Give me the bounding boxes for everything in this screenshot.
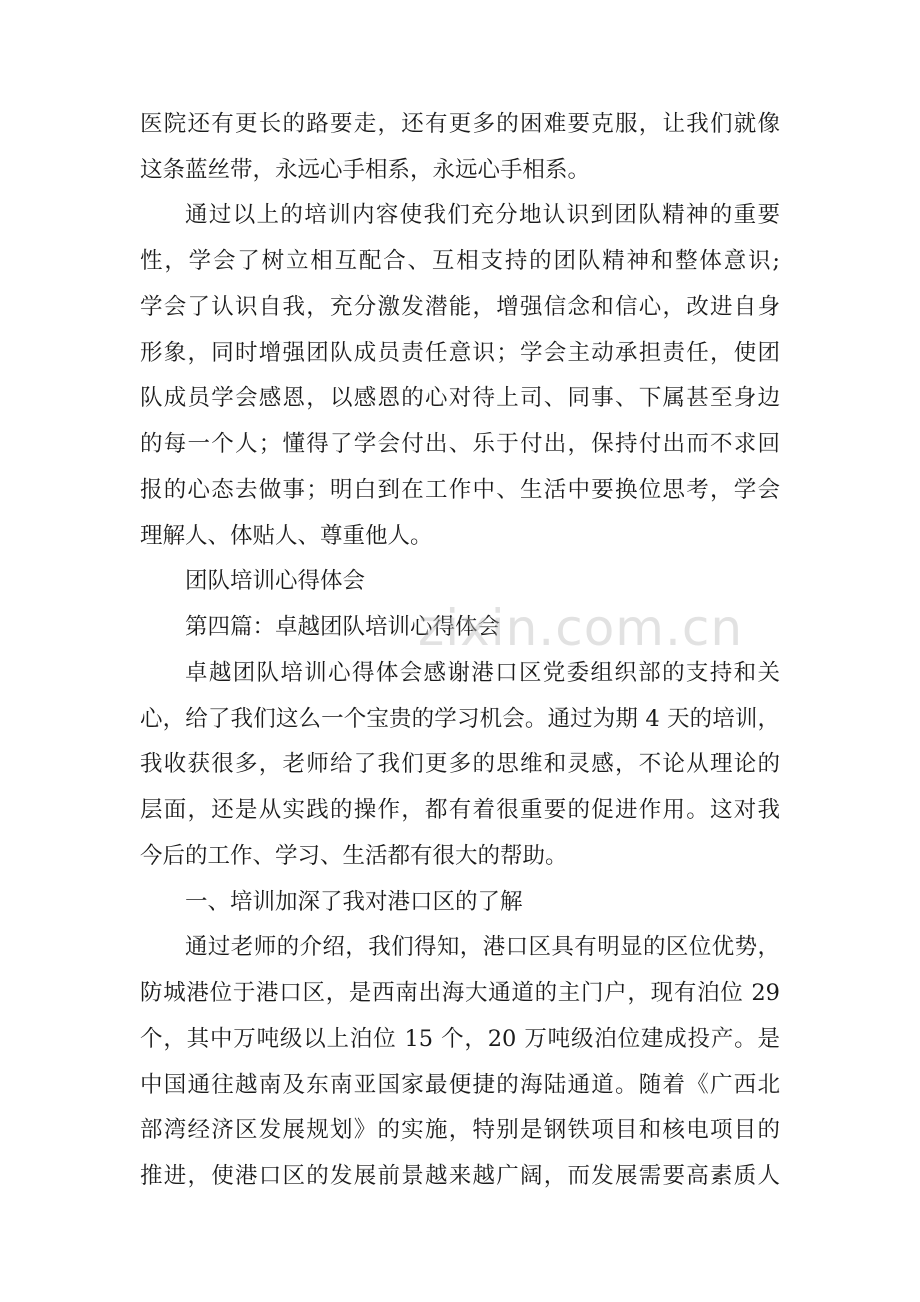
- text-line: 防城港位于港口区，是西南出海大通道的主门户，现有泊位 29: [140, 980, 780, 1006]
- subsection-heading: 一、培训加深了我对港口区的了解: [185, 889, 523, 915]
- site-watermark: zixin.com.cn: [418, 599, 744, 657]
- text-line: 理解人、体贴人、尊重他人。: [140, 523, 433, 549]
- text-line: 性，学会了树立相互配合、互相支持的团队精神和整体意识;: [140, 248, 780, 274]
- chapter-heading: 第四篇：卓越团队培训心得体会: [185, 614, 501, 640]
- text-line: 今后的工作、学习、生活都有很大的帮助。: [140, 843, 568, 869]
- text-line: 我收获很多，老师给了我们更多的思维和灵感，不论从理论的: [140, 751, 780, 777]
- text-line: 学会了认识自我，充分激发潜能，增强信念和信心，改进自身: [140, 294, 780, 320]
- text-line: 的每一个人；懂得了学会付出、乐于付出，保持付出而不求回: [140, 431, 780, 457]
- paragraph-start-line: 通过老师的介绍，我们得知，港口区具有明显的区位优势，: [185, 934, 780, 960]
- text-line: 医院还有更长的路要走，还有更多的困难要克服，让我们就像: [140, 111, 780, 137]
- paragraph-start-line: 通过以上的培训内容使我们充分地认识到团队精神的重要: [185, 202, 780, 228]
- text-line: 这条蓝丝带，永远心手相系，永远心手相系。: [140, 157, 591, 183]
- section-title: 团队培训心得体会: [185, 568, 366, 594]
- text-line: 队成员学会感恩，以感恩的心对待上司、同事、下属甚至身边: [140, 385, 780, 411]
- text-line: 部湾经济区发展规划》的实施，特别是钢铁项目和核电项目的: [140, 1117, 780, 1143]
- text-line: 心，给了我们这么一个宝贵的学习机会。通过为期 4 天的培训，: [140, 706, 780, 732]
- text-line: 报的心态去做事；明白到在工作中、生活中要换位思考，学会: [140, 477, 780, 503]
- text-line: 中国通往越南及东南亚国家最便捷的海陆通道。随着《广西北: [140, 1072, 780, 1098]
- text-line: 个，其中万吨级以上泊位 15 个，20 万吨级泊位建成投产。是: [140, 1026, 780, 1052]
- paragraph-start-line: 卓越团队培训心得体会感谢港口区党委组织部的支持和关: [185, 660, 780, 686]
- text-line: 层面，还是从实践的操作，都有着很重要的促进作用。这对我: [140, 797, 780, 823]
- text-line: 形象，同时增强团队成员责任意识；学会主动承担责任，使团: [140, 340, 780, 366]
- text-line: 推进，使港口区的发展前景越来越广阔，而发展需要高素质人: [140, 1163, 780, 1189]
